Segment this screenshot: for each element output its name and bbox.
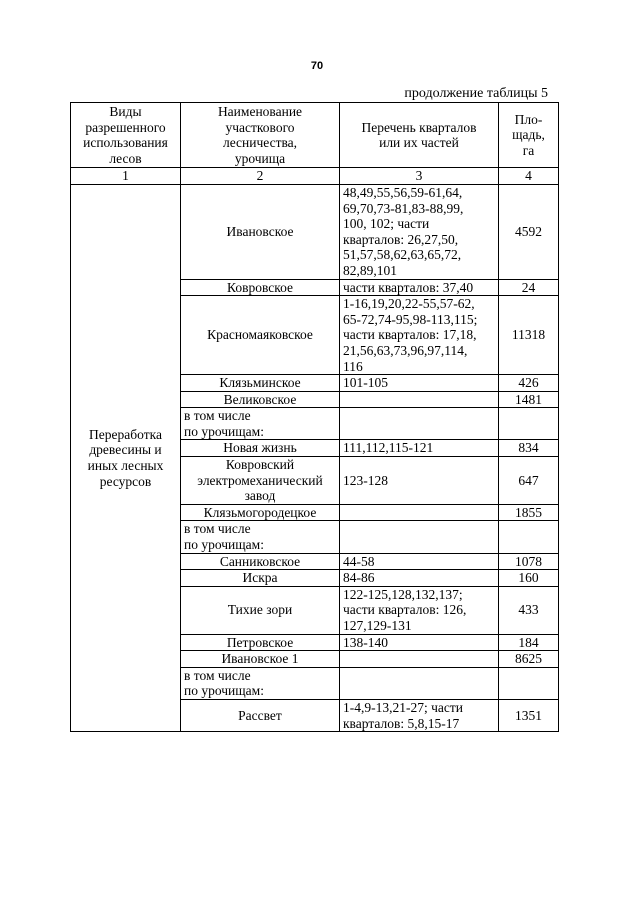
column-number-row bbox=[71, 168, 559, 185]
column-number: 3 bbox=[340, 168, 499, 185]
quarters-cell: части кварталов: 37,40 bbox=[340, 279, 499, 296]
column-number: 4 bbox=[499, 168, 559, 185]
header-area: Пло- щадь, га bbox=[499, 103, 559, 168]
forestry-name-cell: Тихие зори bbox=[181, 586, 340, 634]
forestry-name-cell: Великовское bbox=[181, 391, 340, 408]
header-quarters-list: Перечень кварталов или их частей bbox=[340, 103, 499, 168]
quarters-cell: 48,49,55,56,59-61,64, 69,70,73-81,83-88,99, 100, 102; части кварталов: 26,27,50, 51,57,58,62,63,65,72, 82,89,101 bbox=[340, 184, 499, 279]
header-usage-type: Виды разрешенного использования лесов bbox=[71, 103, 181, 168]
quarters-cell: 138-140 bbox=[340, 634, 499, 651]
area-cell bbox=[499, 408, 559, 440]
quarters-cell: 111,112,115-121 bbox=[340, 440, 499, 457]
forestry-name-cell: Клязьмогородецкое bbox=[181, 504, 340, 521]
forestry-name-cell: Красномаяковское bbox=[181, 296, 340, 375]
area-cell: 184 bbox=[499, 634, 559, 651]
page-number: 70 bbox=[310, 60, 324, 72]
area-cell: 4592 bbox=[499, 184, 559, 279]
subgroup-label-cell: в том числе по урочищам: bbox=[181, 408, 340, 440]
quarters-cell bbox=[340, 651, 499, 668]
header-forestry-name: Наименование участкового лесничества, урочища bbox=[181, 103, 340, 168]
area-cell: 1855 bbox=[499, 504, 559, 521]
table-continuation-label: продолжение таблицы 5 bbox=[404, 86, 548, 101]
forestry-name-cell: Рассвет bbox=[181, 699, 340, 731]
quarters-cell bbox=[340, 391, 499, 408]
area-cell bbox=[499, 521, 559, 553]
usage-type-cell: Переработка древесины и иных лесных ресурсов bbox=[71, 184, 181, 731]
quarters-cell: 1-16,19,20,22-55,57-62, 65-72,74-95,98-113,115; части кварталов: 17,18, 21,56,63,73,96,97,114, 116 bbox=[340, 296, 499, 375]
forestry-name-cell: Искра bbox=[181, 570, 340, 587]
area-cell: 24 bbox=[499, 279, 559, 296]
area-cell: 160 bbox=[499, 570, 559, 587]
forestry-name-cell: Ивановское bbox=[181, 184, 340, 279]
quarters-cell: 84-86 bbox=[340, 570, 499, 587]
forestry-name-cell: Петровское bbox=[181, 634, 340, 651]
quarters-cell bbox=[340, 504, 499, 521]
column-number: 2 bbox=[181, 168, 340, 185]
subgroup-label-cell: в том числе по урочищам: bbox=[181, 521, 340, 553]
forestry-name-cell: Санниковское bbox=[181, 553, 340, 570]
forestry-name-cell: Ковровское bbox=[181, 279, 340, 296]
column-number: 1 bbox=[71, 168, 181, 185]
area-cell: 11318 bbox=[499, 296, 559, 375]
subgroup-label-cell: в том числе по урочищам: bbox=[181, 667, 340, 699]
area-cell bbox=[499, 667, 559, 699]
quarters-cell: 122-125,128,132,137; части кварталов: 126, 127,129-131 bbox=[340, 586, 499, 634]
area-cell: 433 bbox=[499, 586, 559, 634]
forestry-name-cell: Ивановское 1 bbox=[181, 651, 340, 668]
quarters-cell bbox=[340, 408, 499, 440]
area-cell: 1078 bbox=[499, 553, 559, 570]
forestry-name-cell: Новая жизнь bbox=[181, 440, 340, 457]
forest-usage-table bbox=[70, 102, 559, 732]
table-header-row bbox=[71, 103, 559, 168]
table-row bbox=[71, 184, 559, 279]
quarters-cell: 123-128 bbox=[340, 457, 499, 505]
forestry-name-cell: Клязьминское bbox=[181, 375, 340, 392]
area-cell: 1481 bbox=[499, 391, 559, 408]
area-cell: 426 bbox=[499, 375, 559, 392]
area-cell: 647 bbox=[499, 457, 559, 505]
quarters-cell bbox=[340, 521, 499, 553]
area-cell: 1351 bbox=[499, 699, 559, 731]
quarters-cell: 101-105 bbox=[340, 375, 499, 392]
quarters-cell: 44-58 bbox=[340, 553, 499, 570]
quarters-cell bbox=[340, 667, 499, 699]
forestry-name-cell: Ковровский электромеханический завод bbox=[181, 457, 340, 505]
quarters-cell: 1-4,9-13,21-27; части кварталов: 5,8,15-17 bbox=[340, 699, 499, 731]
area-cell: 834 bbox=[499, 440, 559, 457]
area-cell: 8625 bbox=[499, 651, 559, 668]
